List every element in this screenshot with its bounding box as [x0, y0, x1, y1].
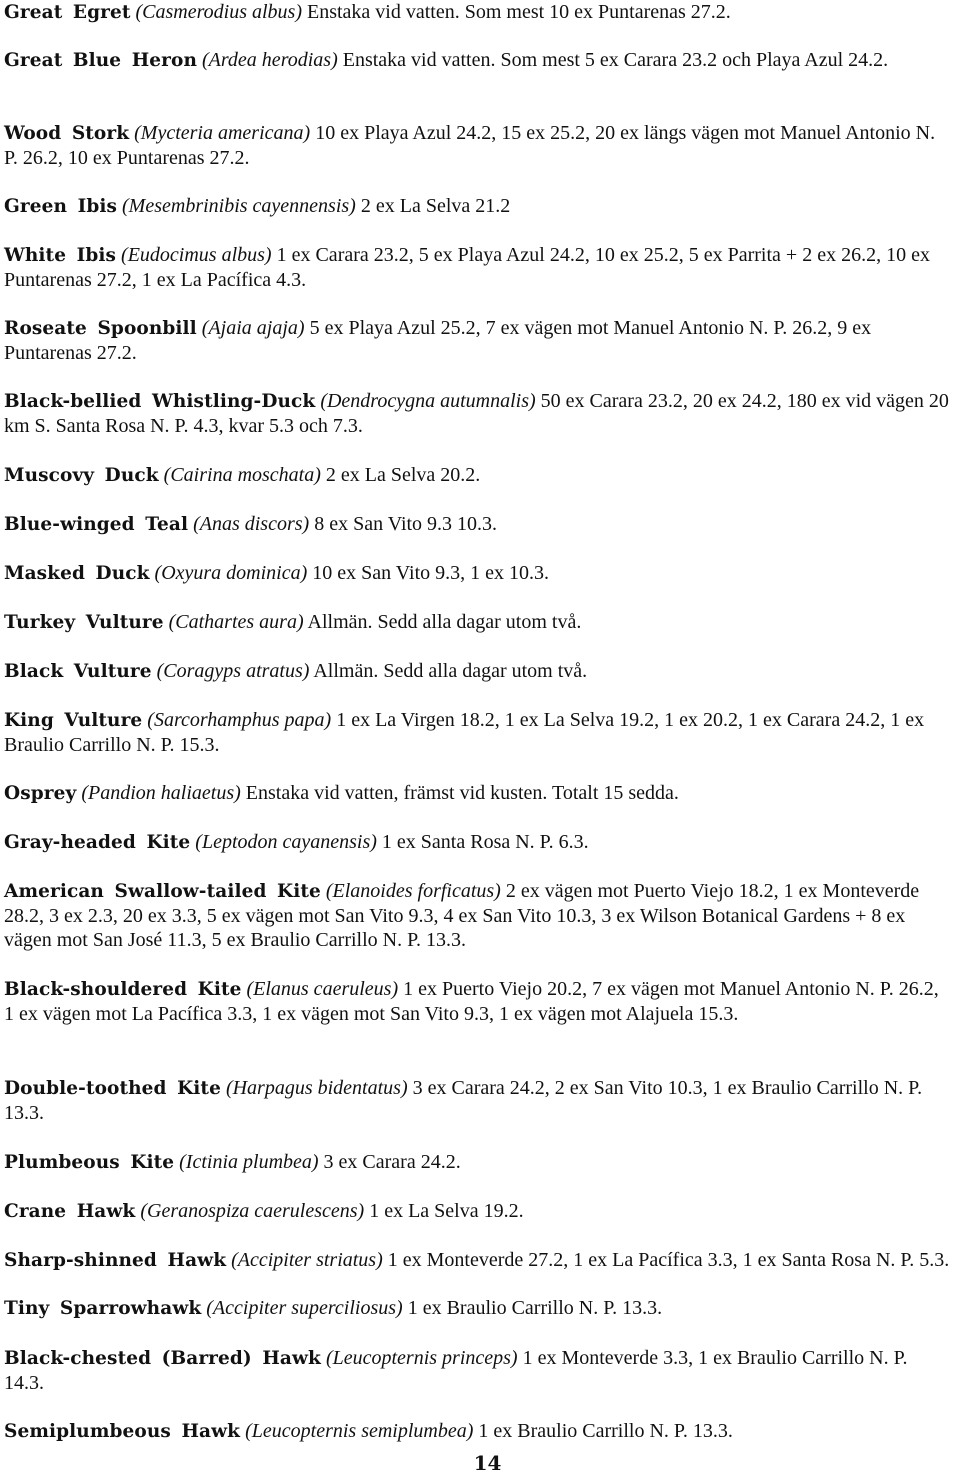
species-common-name: Roseate Spoonbill	[4, 318, 197, 339]
species-entry	[4, 879, 952, 952]
species-observations: 1 ex Braulio Carrillo N. P. 13.3.	[407, 1297, 663, 1319]
species-entry	[4, 1248, 952, 1273]
species-entry	[4, 1419, 952, 1444]
species-observations: 1 ex La Selva 19.2.	[369, 1200, 524, 1222]
species-entry	[4, 463, 952, 488]
species-scientific-name: (Eudocimus albus)	[121, 244, 272, 266]
species-scientific-name: (Harpagus bidentatus)	[225, 1077, 408, 1099]
species-common-name: Sharp-shinned Hawk	[4, 1250, 227, 1271]
species-entry	[4, 1199, 952, 1224]
species-entry	[4, 1150, 952, 1175]
species-entry	[4, 389, 952, 438]
species-scientific-name: (Ictinia plumbea)	[179, 1151, 319, 1173]
species-observations: Allmän. Sedd alla dagar utom två.	[313, 660, 588, 682]
species-common-name: Semiplumbeous Hawk	[4, 1421, 241, 1442]
species-entry	[4, 830, 952, 855]
species-observations: 50 ex Carara 23.2, 20 ex 24.2, 180 ex vid vägen 20 km S. Santa Rosa N. P. 4.3, kvar 5.3 och 7.3.	[4, 390, 949, 437]
species-common-name: Muscovy Duck	[4, 465, 159, 486]
species-common-name: American Swallow-tailed Kite	[4, 881, 321, 902]
species-entry	[4, 1076, 952, 1125]
species-observations: 8 ex San Vito 9.3 10.3.	[314, 513, 498, 535]
species-scientific-name: (Elanoides forficatus)	[325, 880, 501, 902]
species-common-name: Gray-headed Kite	[4, 832, 191, 853]
species-observations: 10 ex San Vito 9.3, 1 ex 10.3.	[312, 562, 550, 584]
species-scientific-name: (Accipiter superciliosus)	[206, 1297, 403, 1319]
species-entry	[4, 243, 952, 292]
species-observations: 1 ex Carara 23.2, 5 ex Playa Azul 24.2, 10 ex 25.2, 5 ex Parrita + 2 ex 26.2, 10 ex Puntarenas 27.2, 1 ex La Pacífica 4.3.	[4, 244, 930, 291]
species-scientific-name: (Anas discors)	[193, 513, 310, 535]
species-scientific-name: (Sarcorhamphus papa)	[147, 709, 332, 731]
species-scientific-name: (Geranospiza caerulescens)	[140, 1200, 365, 1222]
species-observations: 1 ex Santa Rosa N. P. 6.3.	[381, 831, 589, 853]
species-scientific-name: (Mycteria americana)	[134, 122, 311, 144]
species-common-name: Masked Duck	[4, 563, 150, 584]
species-scientific-name: (Oxyura dominica)	[154, 562, 308, 584]
species-scientific-name: (Ardea herodias)	[202, 49, 338, 71]
species-common-name: Wood Stork	[4, 123, 130, 144]
species-observations: 2 ex La Selva 20.2.	[325, 464, 481, 486]
species-observations: 1 ex La Virgen 18.2, 1 ex La Selva 19.2, 1 ex 20.2, 1 ex Carara 24.2, 1 ex Braulio Carrillo N. P. 15.3.	[4, 709, 925, 756]
species-entry	[4, 708, 952, 757]
species-observations: 5 ex Playa Azul 25.2, 7 ex vägen mot Manuel Antonio N. P. 26.2, 9 ex Puntarenas 27.2.	[4, 317, 872, 364]
species-entry	[4, 48, 952, 73]
species-scientific-name: (Leucopternis semiplumbea)	[245, 1420, 474, 1442]
species-common-name: Great Blue Heron	[4, 50, 198, 71]
species-common-name: Crane Hawk	[4, 1201, 136, 1222]
species-scientific-name: (Dendrocygna autumnalis)	[320, 390, 536, 412]
species-scientific-name: (Leptodon cayanensis)	[195, 831, 377, 853]
species-observations: 2 ex La Selva 21.2	[360, 195, 511, 217]
species-entry	[4, 1296, 952, 1321]
species-scientific-name: (Ajaia ajaja)	[201, 317, 305, 339]
species-observations: Enstaka vid vatten, främst vid kusten. Totalt 15 sedda.	[245, 782, 679, 804]
species-scientific-name: (Cairina moschata)	[163, 464, 321, 486]
species-entry	[4, 781, 952, 806]
species-observations: 2 ex vägen mot Puerto Viejo 18.2, 1 ex Monteverde 28.2, 3 ex 2.3, 20 ex 3.3, 5 ex vägen mot San Vito 9.3, 4 ex San Vito 10.3, 3 ex Wilson Botanical Gardens + 8 ex vägen mot San José 11.3, 5 ex Braulio Carrillo N. P. 13.3.	[4, 880, 920, 951]
species-scientific-name: (Cathartes aura)	[168, 611, 304, 633]
species-entry	[4, 194, 952, 219]
species-common-name: Double-toothed Kite	[4, 1078, 221, 1099]
species-observations: Enstaka vid vatten. Som mest 10 ex Puntarenas 27.2.	[306, 1, 731, 23]
species-scientific-name: (Leucopternis princeps)	[325, 1347, 518, 1369]
species-common-name: Black-bellied Whistling-Duck	[4, 391, 316, 412]
species-observations: 3 ex Carara 24.2, 2 ex San Vito 10.3, 1 ex Braulio Carrillo N. P. 13.3.	[4, 1077, 923, 1124]
species-common-name: Tiny Sparrowhawk	[4, 1298, 202, 1319]
species-common-name: Osprey	[4, 783, 77, 804]
species-common-name: King Vulture	[4, 710, 143, 731]
species-entry	[4, 610, 952, 635]
species-common-name: Black Vulture	[4, 661, 152, 682]
species-scientific-name: (Pandion haliaetus)	[81, 782, 241, 804]
species-common-name: White Ibis	[4, 245, 117, 266]
species-observations: 1 ex Puerto Viejo 20.2, 7 ex vägen mot Manuel Antonio N. P. 26.2, 1 ex vägen mot La Pacífica 3.3, 1 ex vägen mot San Vito 9.3, 1 ex vägen mot Alajuela 15.3.	[4, 978, 939, 1025]
species-entry	[4, 1346, 952, 1395]
species-observations: Enstaka vid vatten. Som mest 5 ex Carara 23.2 och Playa Azul 24.2.	[342, 49, 889, 71]
species-common-name: Turkey Vulture	[4, 612, 164, 633]
species-observations: 1 ex Monteverde 3.3, 1 ex Braulio Carrillo N. P. 14.3.	[4, 1347, 908, 1394]
species-observations: Allmän. Sedd alla dagar utom två.	[307, 611, 582, 633]
species-scientific-name: (Accipiter striatus)	[231, 1249, 383, 1271]
species-entry	[4, 659, 952, 684]
species-observations: 10 ex Playa Azul 24.2, 15 ex 25.2, 20 ex längs vägen mot Manuel Antonio N. P. 26.2, 10 ex Puntarenas 27.2.	[4, 122, 936, 169]
species-entry	[4, 561, 952, 586]
species-observations: 1 ex Monteverde 27.2, 1 ex La Pacífica 3.3, 1 ex Santa Rosa N. P. 5.3.	[387, 1249, 950, 1271]
page-number: 14	[473, 1451, 502, 1475]
species-common-name: Plumbeous Kite	[4, 1152, 175, 1173]
species-scientific-name: (Mesembrinibis cayennensis)	[122, 195, 356, 217]
species-scientific-name: (Casmerodius albus)	[135, 1, 302, 23]
species-common-name: Green Ibis	[4, 196, 118, 217]
species-observations: 3 ex Carara 24.2.	[323, 1151, 461, 1173]
species-entry	[4, 977, 952, 1026]
species-entry	[4, 0, 952, 25]
species-common-name: Great Egret	[4, 2, 131, 23]
species-common-name: Blue-winged Teal	[4, 514, 189, 535]
species-entry	[4, 316, 952, 365]
species-observations: 1 ex Braulio Carrillo N. P. 13.3.	[478, 1420, 733, 1442]
species-scientific-name: (Elanus caeruleus)	[246, 978, 399, 1000]
species-scientific-name: (Coragyps atratus)	[156, 660, 310, 682]
species-entry	[4, 121, 952, 170]
species-entry	[4, 512, 952, 537]
species-common-name: Black-shouldered Kite	[4, 979, 242, 1000]
species-common-name: Black-chested (Barred) Hawk	[4, 1348, 321, 1369]
